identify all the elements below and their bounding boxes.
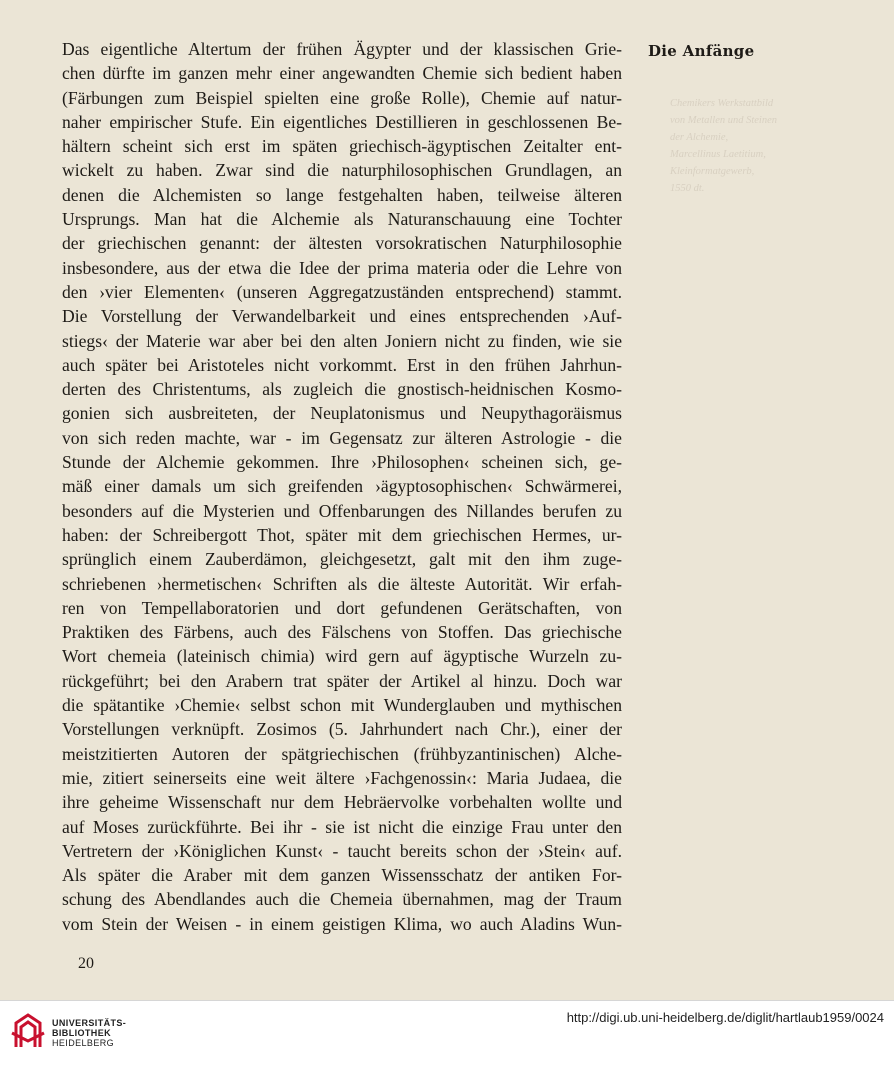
text-line: Als später die Araber mit dem ganzen Wissensschatz der antiken For-	[62, 865, 622, 886]
text-line: Ursprungs. Man hat die Alchemie als Naturanschauung eine Tochter	[62, 209, 622, 230]
text-line: auf Moses zurückführte. Bei ihr - sie ist nicht die einzige Frau unter den	[62, 816, 622, 837]
text-line: Vorstellungen verknüpft. Zosimos (5. Jahrhundert nach Chr.), einer der	[62, 719, 622, 740]
text-line: den ›vier Elementen‹ (unseren Aggregatzuständen entsprechend) stammt.	[62, 281, 622, 302]
footer-bar	[0, 1000, 894, 1065]
body-text	[62, 37, 622, 936]
text-line: ren von Tempellaboratorien und dort gefundenen Gerätschaften, von	[62, 597, 622, 618]
running-head: Die Anfänge	[648, 42, 755, 60]
text-line: chen dürfte im ganzen mehr einer angewandten Chemie sich bedient haben	[62, 63, 622, 84]
text-line: mäß einer damals um sich greifenden ›ägyptosophischen‹ Schwärmerei,	[62, 476, 622, 497]
library-name-line-3: HEIDELBERG	[52, 1038, 115, 1048]
text-line: Die Vorstellung der Verwandelbarkeit und eines entsprechenden ›Auf-	[62, 306, 622, 327]
margin-note-line: Chemikers Werkstattbild	[670, 98, 774, 109]
text-line: Wort chemeia (lateinisch chimia) wird gern auf ägyptische Wurzeln zu-	[62, 646, 622, 667]
text-line: Das eigentliche Altertum der frühen Ägypter und der klassischen Grie-	[62, 39, 622, 59]
text-line: naher empirischer Stufe. Ein eigentliches Destillieren in geschlossenen Be-	[62, 111, 622, 132]
text-line: Stunde der Alchemie gekommen. Ihre ›Philosophen‹ scheinen sich, ge-	[62, 452, 622, 473]
text-line: gonien sich ausbreiteten, der Neuplatonismus und Neupythagoräismus	[62, 403, 622, 424]
margin-note-line: der Alchemie,	[670, 132, 729, 143]
library-name-line-1: UNIVERSITÄTS-	[52, 1018, 127, 1028]
margin-note-line: Marcellinus Laetitium,	[670, 149, 766, 160]
source-url-link[interactable]: http://digi.ub.uni-heidelberg.de/diglit/hartlaub1959/0024	[566, 1010, 884, 1025]
text-line: auch später bei Aristoteles nicht vorkommt. Erst in den frühen Jahrhun-	[62, 354, 622, 375]
margin-note-line: 1550 dt.	[670, 183, 705, 194]
faint-margin-note	[670, 95, 840, 197]
text-line: von sich reden machte, war - im Gegensatz zur älteren Astrologie - die	[62, 427, 622, 448]
text-line: schriebenen ›hermetischen‹ Schriften als die älteste Autorität. Wir erfah-	[62, 573, 622, 594]
text-line: haben: der Schreibergott Thot, später mit dem griechischen Hermes, ur-	[62, 524, 622, 545]
margin-note-line: Kleinformatgewerb,	[670, 166, 755, 177]
library-name	[52, 1018, 126, 1048]
text-line: (Färbungen zum Beispiel spielten eine große Rolle), Chemie auf natur-	[62, 87, 622, 108]
text-line: besonders auf die Mysterien und Offenbarungen des Nillandes berufen zu	[62, 500, 622, 521]
text-line: hältern scheint sich erst im späten griechisch-ägyptischen Zeitalter ent-	[62, 136, 622, 157]
ub-heidelberg-logo-icon	[10, 1011, 46, 1051]
library-name-line-2: BIBLIOTHEK	[52, 1028, 111, 1038]
text-line: sprünglich einem Zauberdämon, gleichgesetzt, galt mit den ihm zuge-	[62, 549, 622, 570]
text-line: schung des Abendlandes auch die Chemeia übernahmen, mag der Traum	[62, 889, 622, 910]
text-line: derten des Christentums, als zugleich die gnostisch-heidnischen Kosmo-	[62, 379, 622, 400]
text-line: rückgeführt; bei den Arabern trat später der Artikel al hinzu. Doch war	[62, 670, 622, 691]
text-line: Vertretern der ›Königlichen Kunst‹ - taucht bereits schon der ›Stein‹ auf.	[62, 840, 622, 861]
text-line: insbesondere, aus der etwa die Idee der prima materia oder die Lehre von	[62, 257, 622, 278]
text-line: stiegs‹ der Materie war aber bei den alten Joniern nicht zu finden, wie sie	[62, 330, 622, 351]
text-line: Praktiken des Färbens, auch des Fälschens von Stoffen. Das griechische	[62, 622, 622, 643]
page-number: 20	[78, 955, 94, 972]
text-line: mie, zitiert seinerseits eine weit ältere ›Fachgenossin‹: Maria Judaea, die	[62, 767, 622, 788]
text-line: denen die Alchemisten so lange festgehalten haben, teilweise älteren	[62, 184, 622, 205]
text-line: wickelt zu haben. Zwar sind die naturphilosophischen Grundlagen, an	[62, 160, 622, 181]
text-line: ihre geheime Wissenschaft nur dem Hebräervolke vorbehalten wollte und	[62, 792, 622, 813]
text-line: der griechischen genannt: der ältesten vorsokratischen Naturphilosophie	[62, 233, 622, 254]
margin-note-line: von Metallen und Steinen	[670, 115, 778, 126]
text-line: die spätantike ›Chemie‹ selbst schon mit Wunderglauben und mythischen	[62, 695, 622, 716]
text-line: vom Stein der Weisen - in einem geistigen Klima, wo auch Aladins Wun-	[62, 913, 622, 934]
text-line: meistzitierten Autoren der spätgriechischen (frühbyzantinischen) Alche-	[62, 743, 622, 764]
